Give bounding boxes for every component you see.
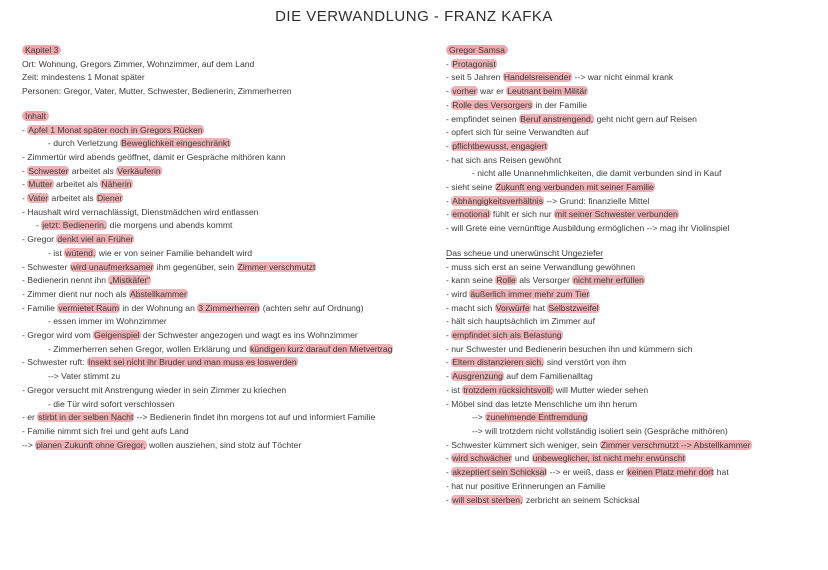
list-item bbox=[446, 154, 816, 168]
list-item bbox=[22, 288, 422, 302]
highlighted-text: Abhängigkeitsverhältnis bbox=[452, 195, 544, 206]
text-segment: - bbox=[446, 99, 452, 110]
samsa-list bbox=[446, 58, 816, 236]
list-item bbox=[22, 329, 422, 343]
text-segment: - Zimmertür wird abends geöffnet, damit er Gespräche mithören kann bbox=[22, 151, 286, 162]
highlighted-text: Schwester bbox=[28, 165, 69, 176]
list-item bbox=[22, 439, 422, 453]
list-item bbox=[446, 356, 816, 370]
text-segment: - sieht seine bbox=[446, 182, 495, 193]
text-segment: sind verstört von ihm bbox=[544, 357, 627, 368]
highlighted-text: wütend, bbox=[65, 247, 96, 258]
text-segment: - bbox=[22, 193, 28, 204]
highlighted-text: Ausgrenzung bbox=[452, 371, 503, 382]
text-segment: - bbox=[446, 357, 452, 368]
text-segment: - die Tür wird sofort verschlossen bbox=[48, 398, 175, 409]
list-item bbox=[446, 384, 816, 398]
list-item bbox=[446, 58, 816, 72]
highlighted-text: Geigenspiel bbox=[94, 330, 140, 341]
text-segment: - hat nur positive Erinnerungen an Familie bbox=[446, 480, 606, 491]
list-item bbox=[22, 137, 422, 151]
list-item bbox=[446, 480, 816, 494]
text-segment: - essen immer im Wohnzimmer bbox=[48, 316, 167, 327]
highlighted-text: wird schwächer bbox=[452, 453, 512, 464]
text-segment: - Schwester kümmert sich weniger, sein bbox=[446, 439, 600, 450]
highlighted-text: Rolle des Versorgers bbox=[452, 99, 533, 110]
text-segment: auf dem Familienalltag bbox=[503, 371, 593, 382]
list-item bbox=[446, 370, 816, 384]
text-segment: - Haushalt wird vernachlässigt, Dienstmädchen wird entlassen bbox=[22, 206, 259, 217]
highlighted-text: 3 Zimmerherren bbox=[198, 302, 260, 313]
scheue-heading-line bbox=[446, 247, 816, 261]
highlighted-text: unbeweglicher, ist nicht mehr erwünscht bbox=[532, 453, 685, 464]
text-segment: - bbox=[446, 330, 452, 341]
zeit-line: Zeit: mindestens 1 Monat später bbox=[22, 72, 145, 83]
list-item bbox=[22, 261, 422, 275]
spacer bbox=[22, 99, 422, 110]
list-item bbox=[446, 329, 816, 343]
text-segment: - Schwester bbox=[22, 261, 70, 272]
list-item bbox=[22, 274, 422, 288]
list-item bbox=[22, 398, 422, 412]
ort-line: Ort: Wohnung, Gregors Zimmer, Wohnzimmer, auf dem Land bbox=[22, 58, 255, 69]
list-item bbox=[446, 466, 816, 480]
highlighted-text: planen Zukunft ohne Gregor, bbox=[36, 439, 146, 450]
text-segment: war er bbox=[477, 86, 507, 97]
right-column bbox=[446, 44, 816, 507]
text-segment: - ist bbox=[446, 384, 463, 395]
text-segment: - hält sich hauptsächlich im Zimmer auf bbox=[446, 316, 596, 327]
list-item bbox=[446, 71, 816, 85]
highlighted-text: zunehmende Entfremdung bbox=[486, 412, 588, 423]
highlighted-text: Zukunft eng verbunden mit seiner Familie bbox=[495, 182, 654, 193]
highlighted-text: Leutnant beim Militär bbox=[507, 86, 588, 97]
list-item bbox=[22, 124, 422, 138]
scheue-list bbox=[446, 261, 816, 508]
highlighted-text: Insekt sei nicht ihr Bruder und man muss es loswerden bbox=[87, 357, 297, 368]
text-segment: --> Vater stimmt zu bbox=[48, 371, 121, 382]
list-item bbox=[446, 439, 816, 453]
text-segment: der Schwester angezogen und wagt es ins Wohnzimmer bbox=[140, 330, 358, 341]
list-item bbox=[22, 302, 422, 316]
list-item bbox=[446, 343, 816, 357]
text-segment: und bbox=[512, 453, 532, 464]
text-segment: --> bbox=[472, 412, 486, 423]
list-item bbox=[22, 370, 422, 384]
text-segment: ihm gegenüber, sein bbox=[154, 261, 237, 272]
text-segment: --> bbox=[22, 439, 36, 450]
list-item bbox=[446, 222, 816, 236]
text-segment: - bbox=[446, 453, 452, 464]
highlighted-text: akzeptiert sein Schicksal bbox=[452, 467, 547, 478]
text-segment: - bbox=[446, 195, 452, 206]
list-item bbox=[446, 398, 816, 412]
list-item bbox=[446, 302, 816, 316]
highlighted-text: pflichtbewusst, engagiert bbox=[452, 140, 547, 151]
text-segment: - Familie bbox=[22, 302, 58, 313]
text-segment: in der Familie bbox=[533, 99, 587, 110]
highlighted-text: Verkäuferin bbox=[117, 165, 161, 176]
list-item bbox=[22, 192, 422, 206]
text-segment: - bbox=[36, 220, 42, 231]
scheue-heading: Das scheue und unerwünscht Ungeziefer bbox=[446, 247, 604, 258]
left-column bbox=[22, 44, 422, 452]
text-segment: - kann seine bbox=[446, 275, 496, 286]
highlighted-text: Apfel 1 Monat später noch in Gregors Rücken bbox=[28, 124, 203, 135]
list-item bbox=[446, 126, 816, 140]
highlighted-text: mit seiner Schwester verbunden bbox=[555, 209, 678, 220]
highlighted-text: Selbstzweifel bbox=[548, 302, 599, 313]
list-item bbox=[22, 219, 422, 233]
text-segment: zerbricht an seinem Schicksal bbox=[523, 494, 640, 505]
highlighted-text: vorher bbox=[452, 86, 477, 97]
list-item bbox=[446, 425, 816, 439]
text-segment: - Bedienerin nennt ihn bbox=[22, 275, 109, 286]
text-segment: - bbox=[22, 165, 28, 176]
highlighted-text: empfindet sich als Belastung bbox=[452, 330, 562, 341]
list-item bbox=[446, 261, 816, 275]
inhalt-list bbox=[22, 124, 422, 453]
text-segment: die morgens und abends kommt bbox=[107, 220, 233, 231]
text-segment: - bbox=[446, 209, 452, 220]
highlighted-text: denkt viel an Früher bbox=[57, 234, 134, 245]
list-item bbox=[22, 343, 422, 357]
text-segment: - bbox=[446, 467, 452, 478]
list-item bbox=[22, 151, 422, 165]
highlighted-text: Vater bbox=[28, 193, 49, 204]
highlighted-text: Beweglichkeit eingeschränkt bbox=[121, 138, 230, 149]
text-segment: --> will trotzdem nicht vollständig isoliert sein (Gespräche mithören) bbox=[472, 425, 728, 436]
text-segment: - er bbox=[22, 412, 38, 423]
text-segment: - ist bbox=[48, 247, 65, 258]
list-item bbox=[22, 165, 422, 179]
text-segment: will Mutter wieder sehen bbox=[553, 384, 649, 395]
list-item bbox=[22, 411, 422, 425]
highlighted-text: Protagonist bbox=[452, 58, 496, 69]
text-segment: als Versorger bbox=[516, 275, 573, 286]
text-segment: hat bbox=[530, 302, 548, 313]
text-segment: wie er von seiner Familie behandelt wird bbox=[96, 247, 253, 258]
highlighted-text: „Mistkäfer“ bbox=[109, 275, 151, 286]
list-item bbox=[446, 113, 816, 127]
text-segment: geht nicht gern auf Reisen bbox=[594, 113, 697, 124]
text-segment: - Zimmer dient nur noch als bbox=[22, 288, 129, 299]
list-item bbox=[446, 288, 816, 302]
list-item bbox=[446, 274, 816, 288]
text-segment: --> war nicht einmal krank bbox=[572, 72, 674, 83]
highlighted-text: Näherin bbox=[101, 179, 132, 190]
list-item bbox=[22, 384, 422, 398]
list-item bbox=[22, 233, 422, 247]
text-segment: - Gregor bbox=[22, 234, 57, 245]
highlighted-text: keinen Platz mehr dort bbox=[627, 467, 714, 478]
list-item bbox=[446, 452, 816, 466]
highlighted-text: kündigen kurz darauf den Mietvertrag bbox=[250, 343, 393, 354]
highlighted-text: Zimmer verschmutzt bbox=[237, 261, 316, 272]
text-segment: --> Grund: finanzielle Mittel bbox=[544, 195, 650, 206]
text-segment: - muss sich erst an seine Verwandlung gewöhnen bbox=[446, 261, 636, 272]
spacer bbox=[446, 236, 816, 247]
text-segment: - Zimmerherren sehen Gregor, wollen Erklärung und bbox=[48, 343, 250, 354]
list-item bbox=[22, 247, 422, 261]
text-segment: --> Bedienerin findet ihn morgens tot auf und informiert Familie bbox=[134, 412, 376, 423]
text-segment: - will Grete eine vernünftige Ausbildung ermöglichen --> mag ihr Violinspiel bbox=[446, 223, 730, 234]
text-segment: - bbox=[22, 124, 28, 135]
text-segment: - Möbel sind das letzte Menschliche um ihn herum bbox=[446, 398, 638, 409]
text-segment: - seit 5 Jahren bbox=[446, 72, 503, 83]
list-item bbox=[446, 208, 816, 222]
highlighted-text: wird unaufmerksamer bbox=[70, 261, 154, 272]
highlighted-text: emotional bbox=[452, 209, 490, 220]
highlighted-text: Zimmer verschmutzt --> Abstellkammer bbox=[600, 439, 751, 450]
text-segment: - Familie nimmt sich frei und geht aufs Land bbox=[22, 425, 189, 436]
list-item bbox=[22, 356, 422, 370]
text-segment: - opfert sich für seine Verwandten auf bbox=[446, 127, 589, 138]
list-item bbox=[446, 315, 816, 329]
text-segment: - Schwester ruft: bbox=[22, 357, 87, 368]
text-segment: - nur Schwester und Bedienerin besuchen ihn und kümmern sich bbox=[446, 343, 693, 354]
kapitel-heading-line bbox=[22, 44, 422, 58]
personen-line: Personen: Gregor, Vater, Mutter, Schwester, Bedienerin, Zimmerherren bbox=[22, 86, 292, 97]
list-item bbox=[446, 181, 816, 195]
highlighted-text: stirbt in der selben Nacht bbox=[38, 412, 134, 423]
text-segment: - nicht alle Unannehmlichkeiten, die damit verbunden sind in Kauf bbox=[472, 168, 722, 179]
highlighted-text: Rolle bbox=[496, 275, 516, 286]
highlighted-text: jetzt: Bedienerin, bbox=[42, 220, 107, 231]
list-item bbox=[446, 140, 816, 154]
highlighted-text: Eltern distanzieren sich, bbox=[452, 357, 544, 368]
text-segment: --> er weiß, dass er bbox=[547, 467, 627, 478]
list-item bbox=[446, 411, 816, 425]
text-segment: - bbox=[446, 86, 452, 97]
list-item bbox=[22, 178, 422, 192]
highlighted-text: Mutter bbox=[28, 179, 53, 190]
list-item bbox=[22, 425, 422, 439]
text-segment: (achten sehr auf Ordnung) bbox=[260, 302, 364, 313]
text-segment: wollen ausziehen, sind stolz auf Töchter bbox=[146, 439, 302, 450]
text-segment: arbeitet als bbox=[49, 193, 96, 204]
list-item bbox=[22, 315, 422, 329]
page-title: DIE VERWANDLUNG - FRANZ KAFKA bbox=[275, 8, 553, 25]
text-segment: in der Wohnung an bbox=[120, 302, 198, 313]
text-segment: - hat sich ans Reisen gewöhnt bbox=[446, 154, 562, 165]
highlighted-text: äußerlich immer mehr zum Tier bbox=[470, 288, 590, 299]
text-segment: arbeitet als bbox=[53, 179, 101, 190]
text-segment: - wird bbox=[446, 288, 470, 299]
highlighted-text: Abstellkammer bbox=[129, 288, 187, 299]
text-segment: hat bbox=[714, 467, 729, 478]
samsa-heading: Gregor Samsa bbox=[446, 45, 508, 55]
list-item bbox=[22, 206, 422, 220]
text-segment: arbeitet als bbox=[69, 165, 117, 176]
list-item bbox=[446, 99, 816, 113]
list-item bbox=[446, 167, 816, 181]
text-segment: - bbox=[446, 371, 452, 382]
samsa-heading-line bbox=[446, 44, 816, 58]
kapitel-heading: Kapitel 3 bbox=[22, 45, 61, 55]
text-segment: fühlt er sich nur bbox=[490, 209, 555, 220]
inhalt-heading-line bbox=[22, 110, 422, 124]
highlighted-text: nicht mehr erfüllen bbox=[573, 275, 644, 286]
inhalt-heading: Inhalt bbox=[22, 111, 49, 121]
highlighted-text: Vorwürfe bbox=[495, 302, 530, 313]
list-item bbox=[446, 195, 816, 209]
highlighted-text: trotzdem rücksichtsvoll; bbox=[463, 384, 553, 395]
text-segment: - empfindet seinen bbox=[446, 113, 520, 124]
text-segment: - Gregor wird vom bbox=[22, 330, 94, 341]
text-segment: - bbox=[446, 140, 452, 151]
text-segment: - bbox=[22, 179, 28, 190]
list-item bbox=[446, 494, 816, 508]
highlighted-text: Beruf anstrengend, bbox=[520, 113, 594, 124]
highlighted-text: Handelsreisender bbox=[503, 72, 572, 83]
highlighted-text: will selbst sterben, bbox=[452, 494, 523, 505]
highlighted-text: Diener bbox=[96, 193, 123, 204]
list-item bbox=[446, 85, 816, 99]
text-segment: - durch Verletzung bbox=[48, 138, 121, 149]
text-segment: - Gregor versucht mit Anstrengung wieder in sein Zimmer zu kriechen bbox=[22, 384, 287, 395]
highlighted-text: vermietet Raum bbox=[58, 302, 119, 313]
text-segment: - macht sich bbox=[446, 302, 495, 313]
text-segment: - bbox=[446, 58, 452, 69]
text-segment: - bbox=[446, 494, 452, 505]
